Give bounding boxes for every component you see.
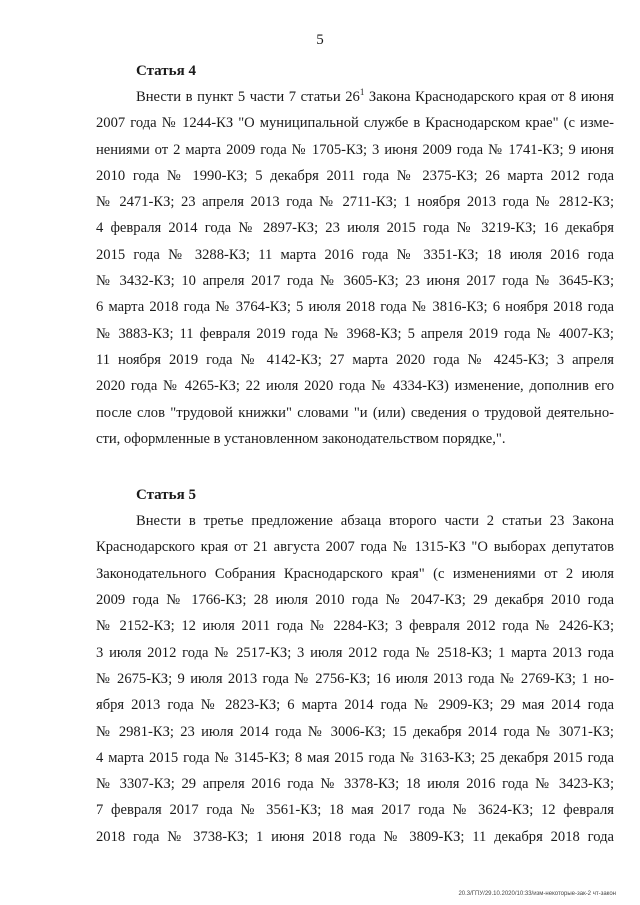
section-spacer [96, 452, 614, 482]
article-4-line: 2020 года № 4265-КЗ; 22 июля 2020 года № 4334-КЗ) изменение, дополнив его [96, 378, 614, 395]
article-4-title: Статья 4 [136, 63, 196, 79]
article-5-line: ября 2013 года № 2823-КЗ; 6 марта 2014 года № 2909-КЗ; 29 мая 2014 года [96, 697, 614, 714]
article-5-text [96, 508, 614, 850]
article-4-line: Внести в пункт 5 части 7 статьи $26^1$ Закона Краснодарского края от 8 июня [136, 87, 614, 105]
article-4-line: 4 февраля 2014 года № 2897-КЗ; 23 июля 2015 года № 3219-КЗ; 16 декабря [96, 220, 614, 237]
article-4-text [96, 84, 614, 452]
article-5-line: Законодательного Собрания Краснодарского края" (с изменениями от 2 июля [96, 565, 614, 582]
document-body [96, 58, 614, 850]
article-5-line: 2018 года № 3738-КЗ; 1 июня 2018 года № 3809-КЗ; 11 декабря 2018 года [96, 828, 614, 845]
article-5-line: № 2675-КЗ; 9 июля 2013 года № 2756-КЗ; 16 июля 2013 года № 2769-КЗ; 1 но- [96, 670, 614, 687]
footer-file-reference: 20.3/ГПУ/29.10.2020/10:33/изм-некоторые-зак-2 чт-закон [458, 891, 616, 897]
page-number: 5 [316, 32, 324, 48]
article-5-line: 2009 года № 1766-КЗ; 28 июля 2010 года № 2047-КЗ; 29 декабря 2010 года [96, 592, 614, 609]
article-4-line: 2015 года № 3288-КЗ; 11 марта 2016 года № 3351-КЗ; 18 июля 2016 года [96, 246, 614, 263]
article-5-line: 3 июля 2012 года № 2517-КЗ; 3 июля 2012 года № 2518-КЗ; 1 марта 2013 года [96, 644, 614, 661]
article-4-line: 6 марта 2018 года № 3764-КЗ; 5 июля 2018 года № 3816-КЗ; 6 ноября 2018 года [96, 299, 614, 316]
article-5-line: 4 марта 2015 года № 3145-КЗ; 8 мая 2015 года № 3163-КЗ; 25 декабря 2015 года [96, 749, 614, 766]
article-5-line: Внести в третье предложение абзаца второго части 2 статьи 23 Закона [136, 513, 614, 530]
article-5-line: № 3307-КЗ; 29 апреля 2016 года № 3378-КЗ; 18 июля 2016 года № 3423-КЗ; [96, 776, 614, 793]
article-4-line: нениями от 2 марта 2009 года № 1705-КЗ; 3 июня 2009 года № 1741-КЗ; 9 июня [96, 141, 614, 158]
article-4-line: № 3432-КЗ; 10 апреля 2017 года № 3605-КЗ; 23 июня 2017 года № 3645-КЗ; [96, 273, 614, 290]
article-4-line: после слов "трудовой книжки" словами "и (или) сведения о трудовой деятельно- [96, 404, 614, 421]
article-4-line: 2007 года № 1244-КЗ "О муниципальной службе в Краснодарском крае" (с изме- [96, 115, 614, 132]
superscript: 1 [359, 87, 365, 97]
article-4-line: 2010 года № 1990-КЗ; 5 декабря 2011 года № 2375-КЗ; 26 марта 2012 года [96, 167, 614, 184]
article-4-line: № 3883-КЗ; 11 февраля 2019 года № 3968-КЗ; 5 апреля 2019 года № 4007-КЗ; [96, 325, 614, 342]
article-5-line: 7 февраля 2017 года № 3561-КЗ; 18 мая 2017 года № 3624-КЗ; 12 февраля [96, 802, 614, 819]
article-5-title: Статья 5 [136, 487, 196, 504]
article-4-line: 11 ноября 2019 года № 4142-КЗ; 27 марта 2020 года № 4245-КЗ; 3 апреля [96, 351, 614, 368]
article-4-line: № 2471-КЗ; 23 апреля 2013 года № 2711-КЗ; 1 ноября 2013 года № 2812-КЗ; [96, 194, 614, 211]
article-5-line: Краснодарского края от 21 августа 2007 года № 1315-КЗ "О выборах депутатов [96, 539, 614, 556]
article-5-line: № 2981-КЗ; 23 июля 2014 года № 3006-КЗ; 15 декабря 2014 года № 3071-КЗ; [96, 723, 614, 740]
article-4-line: сти, оформленные в установленном законодательством порядке,". [96, 430, 506, 447]
article-5-line: № 2152-КЗ; 12 июля 2011 года № 2284-КЗ; 3 февраля 2012 года № 2426-КЗ; [96, 618, 614, 635]
